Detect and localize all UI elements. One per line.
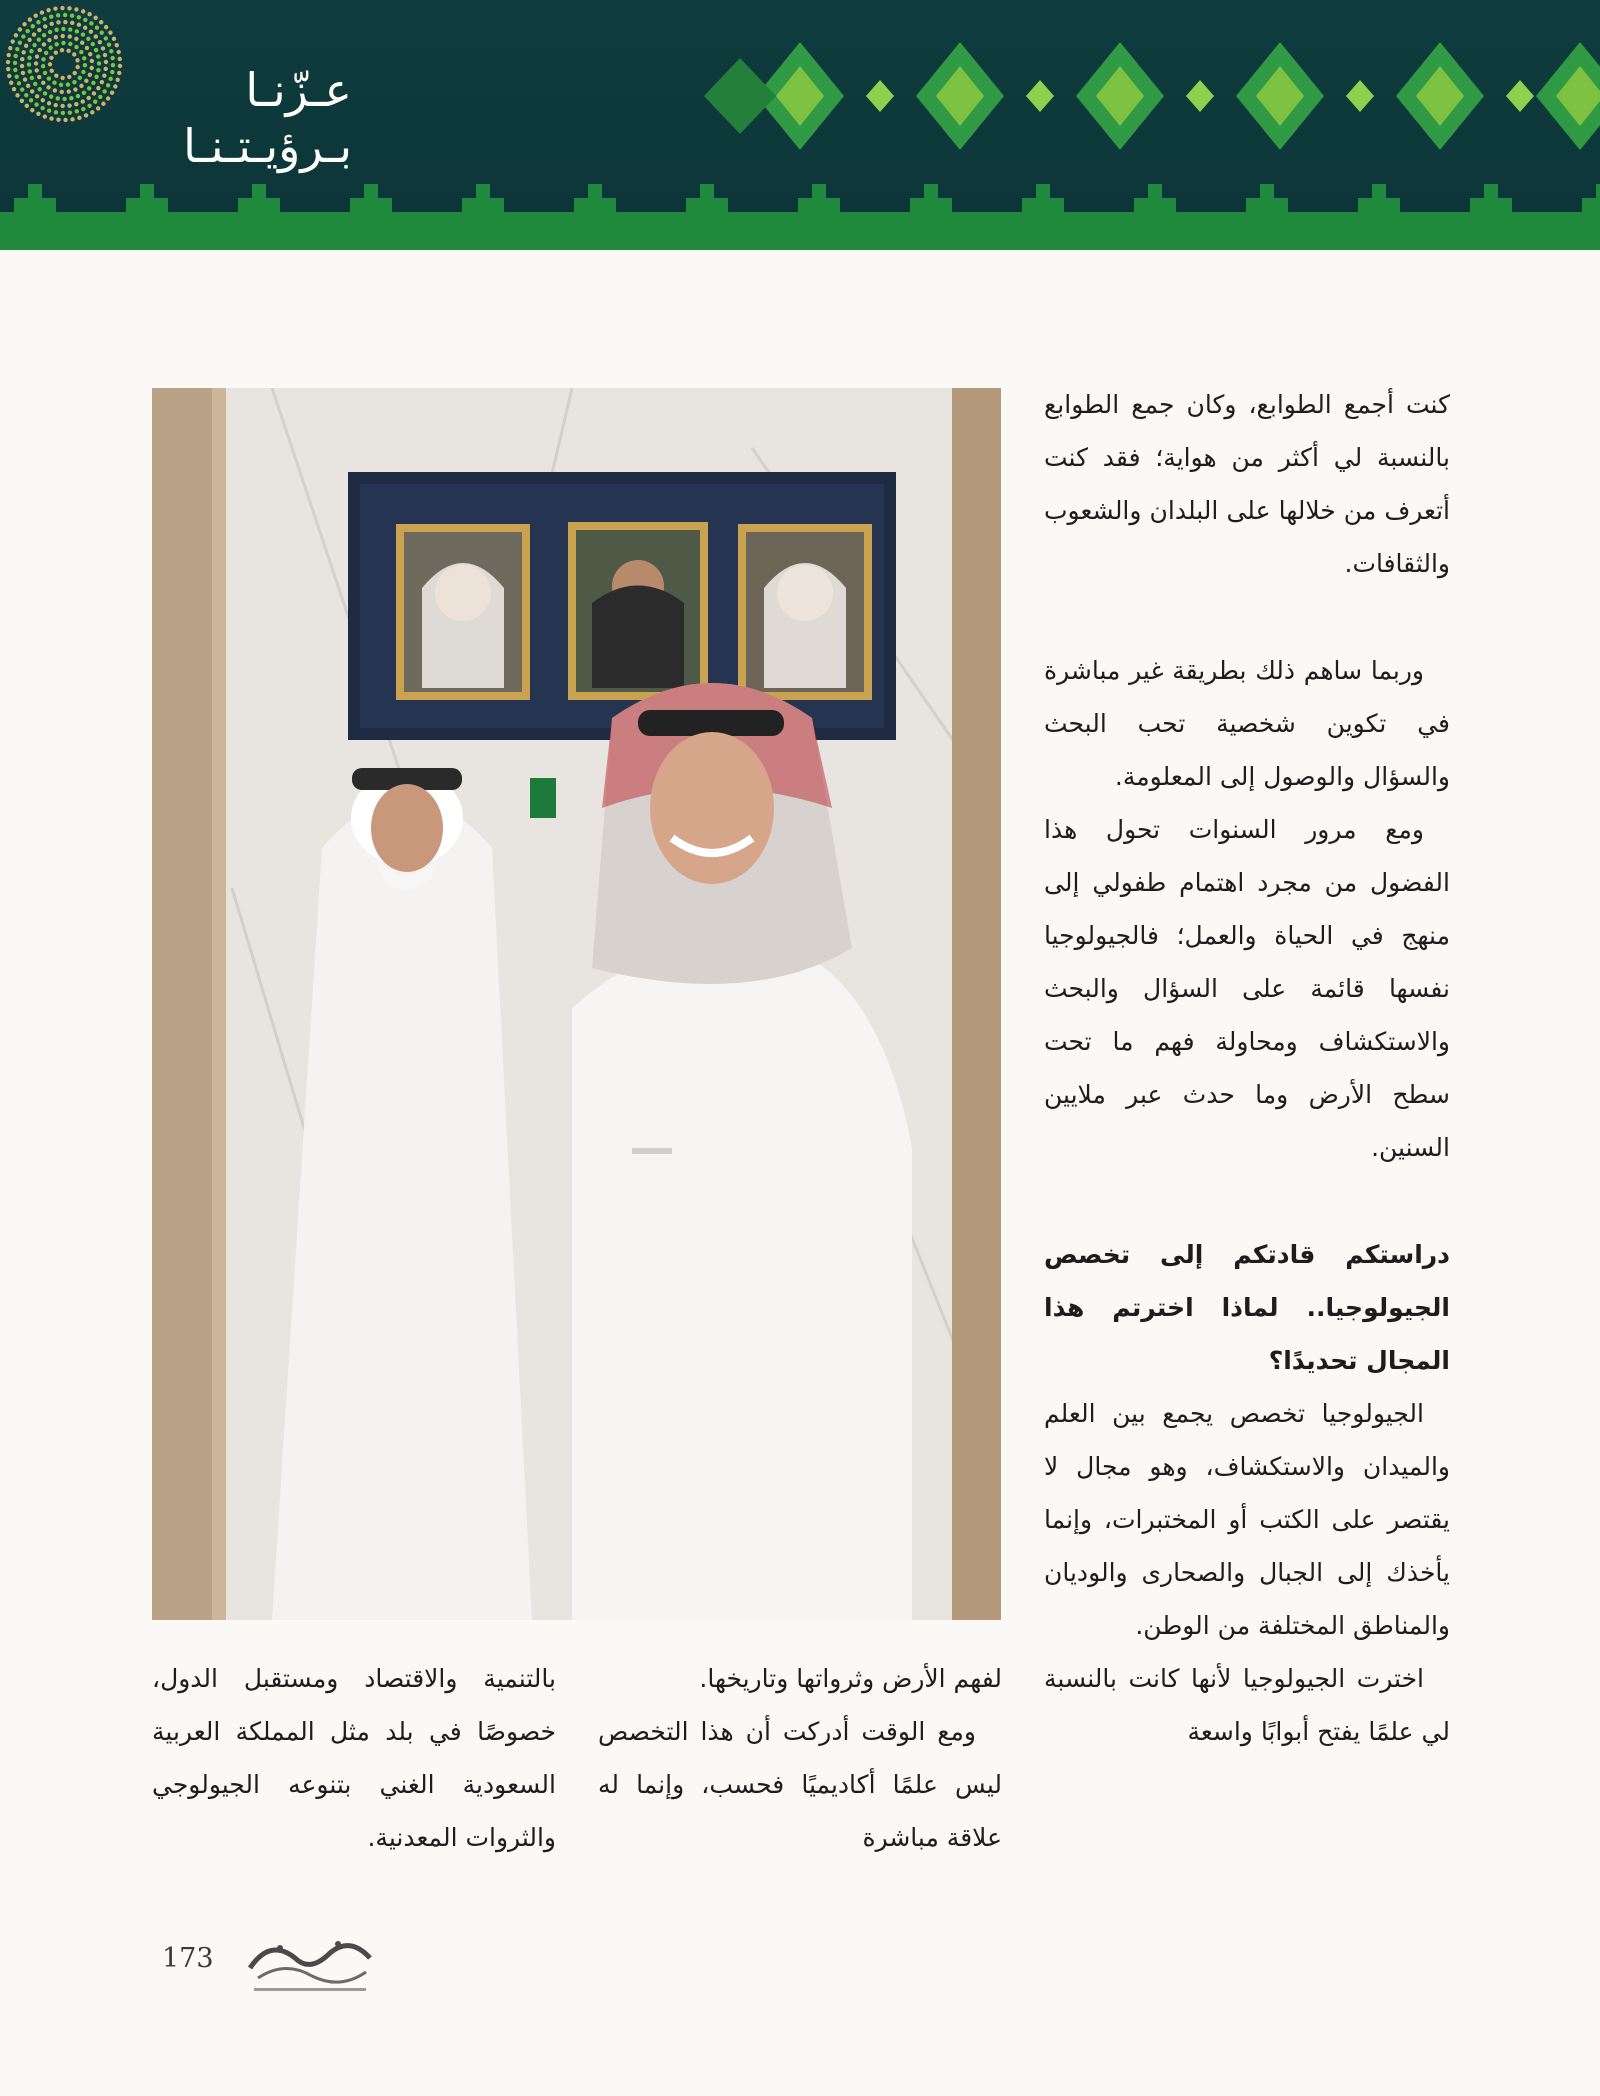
page-number: 173: [162, 1943, 214, 1974]
article-paragraph: ومع مرور السنوات تحول هذا الفضول من مجرد اهتمام طفولي إلى منهج في الحياة والعمل؛ فالجيولوجيا نفسها قائمة على السؤال والبحث والاستكشاف ومحاولة فهم ما تحت سطح الأرض وما حدث عبر ملايين السنين.: [1044, 815, 1450, 1162]
article-paragraph: ومع الوقت أدركت أن هذا التخصص ليس علمًا أكاديميًا فحسب، وإنما له علاقة مباشرة: [598, 1717, 1002, 1852]
article-paragraph: بالتنمية والاقتصاد ومستقبل الدول، خصوصًا في بلد مثل المملكة العربية السعودية الغني بتنوعه الجيولوجي والثروات المعدنية.: [152, 1664, 556, 1852]
article-column-left: [152, 1652, 556, 1864]
magazine-logo-icon: [240, 1928, 380, 2000]
article-column-middle: [598, 1652, 1002, 1864]
slogan-line-1: عـزّنـا: [245, 63, 352, 117]
slogan: [142, 62, 352, 174]
article-paragraph: لفهم الأرض وثرواتها وتاريخها.: [699, 1664, 1002, 1693]
article-column-right: [1044, 378, 1450, 1758]
article-paragraph: دراستكم قادتكم إلى تخصص الجيولوجيا.. لماذا اخترتم هذا المجال تحديدًا؟: [1044, 1240, 1450, 1375]
article-paragraph: كنت أجمع الطوابع، وكان جمع الطوابع بالنسبة لي أكثر من هواية؛ فقد كنت أتعرف من خلالها على البلدان والشعوب والثقافات.: [1044, 390, 1450, 578]
slogan-line-2: بـرؤيـتـنـا: [183, 119, 352, 173]
article-paragraph: الجيولوجيا تخصص يجمع بين العلم والميدان والاستكشاف، وهو مجال لا يقتصر على الكتب أو المختبرات، وإنما يأخذك إلى الجبال والصحارى والوديان والمناطق المختلفة من الوطن.: [1044, 1399, 1450, 1640]
article-paragraph: وربما ساهم ذلك بطريقة غير مباشرة في تكوين شخصية تحب البحث والسؤال والوصول إلى المعلومة.: [1044, 656, 1450, 791]
article-paragraph: اخترت الجيولوجيا لأنها كانت بالنسبة لي علمًا يفتح أبوابًا واسعة: [1044, 1664, 1450, 1746]
vision-emblem-icon: [0, 0, 128, 128]
article-photo: [152, 388, 1001, 1620]
header-banner: [0, 0, 1600, 250]
photo-illustration: [152, 388, 1001, 1620]
